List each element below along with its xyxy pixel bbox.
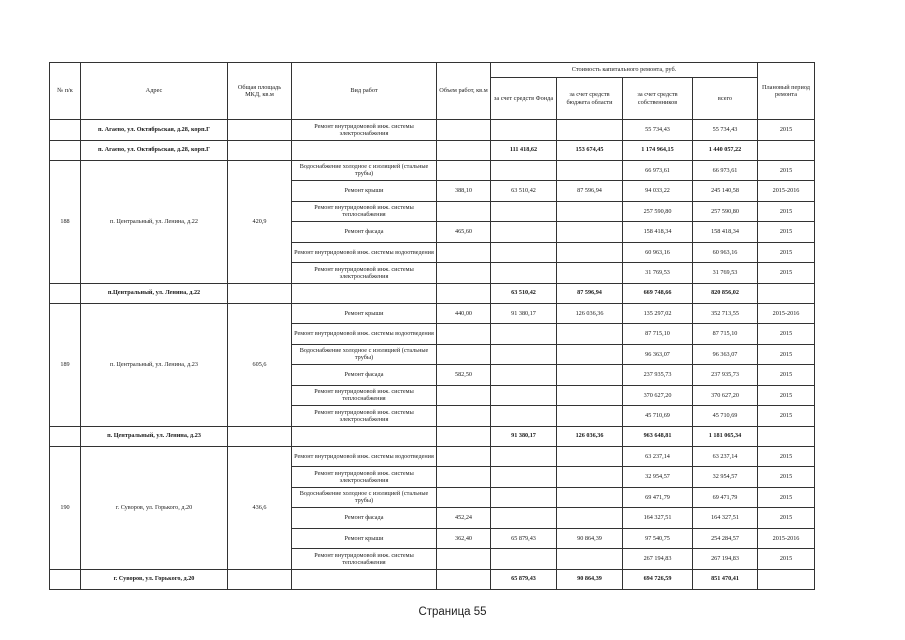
header-volume: Объем работ, кв.м bbox=[437, 63, 491, 120]
cell-budget: 126 036,36 bbox=[557, 303, 623, 324]
subtotal-address: г. Суворов, ул. Горького, д.20 bbox=[81, 569, 228, 589]
cell-budget bbox=[557, 487, 623, 508]
cell-total: 66 973,61 bbox=[693, 160, 758, 181]
cell-owners: 69 471,79 bbox=[623, 487, 693, 508]
cell-owners: 31 769,53 bbox=[623, 263, 693, 284]
cell-period: 2015 bbox=[758, 406, 815, 427]
cell-budget bbox=[557, 446, 623, 467]
subtotal-budget: 90 864,39 bbox=[557, 569, 623, 589]
cell-total: 45 710,69 bbox=[693, 406, 758, 427]
subtotal-row bbox=[50, 569, 815, 589]
cell-volume: 582,50 bbox=[437, 365, 491, 386]
cell-volume bbox=[437, 324, 491, 345]
subtotal-blank bbox=[758, 140, 815, 160]
cell-total: 237 935,73 bbox=[693, 365, 758, 386]
subtotal-owners: 1 174 964,15 bbox=[623, 140, 693, 160]
cell-fund bbox=[491, 120, 557, 141]
subtotal-blank bbox=[228, 140, 292, 160]
cell-owners: 164 327,51 bbox=[623, 508, 693, 529]
subtotal-address: п.Центральный, ул. Ленина, д.22 bbox=[81, 283, 228, 303]
cell-work-type: Водоснабжение холодное с изоляцией (стальные трубы) bbox=[292, 160, 437, 181]
subtotal-fund: 63 510,42 bbox=[491, 283, 557, 303]
cell-fund bbox=[491, 385, 557, 406]
row-number bbox=[50, 120, 81, 141]
subtotal-budget: 153 674,45 bbox=[557, 140, 623, 160]
subtotal-address: п. Центральный, ул. Ленина, д.23 bbox=[81, 426, 228, 446]
cell-budget bbox=[557, 120, 623, 141]
cell-volume: 362,40 bbox=[437, 528, 491, 549]
cell-period: 2015 bbox=[758, 365, 815, 386]
cell-period: 2015 bbox=[758, 508, 815, 529]
cell-work-type: Ремонт внутридомовой инж. системы теплоснабжения bbox=[292, 385, 437, 406]
cell-volume bbox=[437, 242, 491, 263]
subtotal-budget: 87 596,94 bbox=[557, 283, 623, 303]
subtotal-row bbox=[50, 283, 815, 303]
subtotal-blank bbox=[50, 426, 81, 446]
cell-work-type: Ремонт фасада bbox=[292, 222, 437, 243]
cell-fund bbox=[491, 344, 557, 365]
cell-owners: 94 033,22 bbox=[623, 181, 693, 202]
cell-period: 2015-2016 bbox=[758, 181, 815, 202]
header-number: № п/к bbox=[50, 63, 81, 120]
cell-budget bbox=[557, 344, 623, 365]
subtotal-blank bbox=[228, 426, 292, 446]
cell-period: 2015 bbox=[758, 324, 815, 345]
cell-fund bbox=[491, 365, 557, 386]
subtotal-blank bbox=[50, 140, 81, 160]
cell-work-type: Ремонт внутридомовой инж. системы водоотведения bbox=[292, 324, 437, 345]
cell-volume bbox=[437, 160, 491, 181]
cell-owners: 96 363,07 bbox=[623, 344, 693, 365]
cell-period: 2015-2016 bbox=[758, 303, 815, 324]
subtotal-blank bbox=[292, 426, 437, 446]
cell-total: 55 734,43 bbox=[693, 120, 758, 141]
cell-volume bbox=[437, 446, 491, 467]
header-work-type: Вид работ bbox=[292, 63, 437, 120]
subtotal-blank bbox=[758, 283, 815, 303]
cell-fund: 65 879,43 bbox=[491, 528, 557, 549]
cell-budget bbox=[557, 263, 623, 284]
cell-total: 96 363,07 bbox=[693, 344, 758, 365]
subtotal-blank bbox=[292, 283, 437, 303]
subtotal-fund: 65 879,43 bbox=[491, 569, 557, 589]
cell-total: 370 627,20 bbox=[693, 385, 758, 406]
cell-budget bbox=[557, 467, 623, 488]
header-fund: за счет средств Фонда bbox=[491, 78, 557, 120]
cell-owners: 32 954,57 bbox=[623, 467, 693, 488]
cell-total: 87 715,10 bbox=[693, 324, 758, 345]
cell-total: 254 284,57 bbox=[693, 528, 758, 549]
cell-work-type: Ремонт внутридомовой инж. системы электроснабжения bbox=[292, 120, 437, 141]
cell-owners: 60 963,16 bbox=[623, 242, 693, 263]
subtotal-blank bbox=[228, 569, 292, 589]
subtotal-blank bbox=[437, 140, 491, 160]
cell-budget bbox=[557, 385, 623, 406]
cell-fund bbox=[491, 263, 557, 284]
cell-total: 245 140,58 bbox=[693, 181, 758, 202]
cell-period: 2015 bbox=[758, 385, 815, 406]
cell-work-type: Ремонт крыши bbox=[292, 303, 437, 324]
cell-total: 158 418,34 bbox=[693, 222, 758, 243]
row-address: п. Центральный, ул. Ленина, д.22 bbox=[81, 160, 228, 283]
cell-fund bbox=[491, 201, 557, 222]
cell-owners: 158 418,34 bbox=[623, 222, 693, 243]
cell-work-type: Ремонт фасада bbox=[292, 508, 437, 529]
subtotal-total: 1 440 057,22 bbox=[693, 140, 758, 160]
cell-work-type: Ремонт внутридомовой инж. системы электроснабжения bbox=[292, 263, 437, 284]
row-area: 420,9 bbox=[228, 160, 292, 283]
row-number: 188 bbox=[50, 160, 81, 283]
row-number: 189 bbox=[50, 303, 81, 426]
cell-owners: 97 540,75 bbox=[623, 528, 693, 549]
cell-budget bbox=[557, 160, 623, 181]
subtotal-owners: 669 748,66 bbox=[623, 283, 693, 303]
subtotal-blank bbox=[228, 283, 292, 303]
cell-work-type: Ремонт крыши bbox=[292, 528, 437, 549]
cell-volume bbox=[437, 120, 491, 141]
cell-work-type: Ремонт внутридомовой инж. системы электроснабжения bbox=[292, 406, 437, 427]
cell-period: 2015 bbox=[758, 242, 815, 263]
cell-total: 32 954,57 bbox=[693, 467, 758, 488]
subtotal-blank bbox=[437, 283, 491, 303]
subtotal-address: п. Агаево, ул. Октябрьская, д.28, корп.Г bbox=[81, 140, 228, 160]
cell-fund bbox=[491, 487, 557, 508]
row-address: п. Агаево, ул. Октябрьская, д.28, корп.Г bbox=[81, 120, 228, 141]
row-address: п. Центральный, ул. Ленина, д.23 bbox=[81, 303, 228, 426]
subtotal-total: 820 856,02 bbox=[693, 283, 758, 303]
cell-fund bbox=[491, 324, 557, 345]
cell-fund bbox=[491, 549, 557, 570]
cell-total: 69 471,79 bbox=[693, 487, 758, 508]
cell-owners: 63 237,14 bbox=[623, 446, 693, 467]
cell-work-type: Ремонт внутридомовой инж. системы электроснабжения bbox=[292, 467, 437, 488]
subtotal-blank bbox=[50, 283, 81, 303]
subtotal-row bbox=[50, 140, 815, 160]
row-area: 605,6 bbox=[228, 303, 292, 426]
cell-work-type: Ремонт внутридомовой инж. системы теплоснабжения bbox=[292, 549, 437, 570]
cell-volume: 465,60 bbox=[437, 222, 491, 243]
cell-fund bbox=[491, 446, 557, 467]
row-address: г. Суворов, ул. Горького, д.20 bbox=[81, 446, 228, 569]
cell-fund bbox=[491, 242, 557, 263]
subtotal-budget: 126 036,36 bbox=[557, 426, 623, 446]
cell-period: 2015 bbox=[758, 344, 815, 365]
cell-budget: 90 864,39 bbox=[557, 528, 623, 549]
cell-period: 2015 bbox=[758, 120, 815, 141]
cell-owners: 237 935,73 bbox=[623, 365, 693, 386]
cell-volume: 388,10 bbox=[437, 181, 491, 202]
cell-total: 60 963,16 bbox=[693, 242, 758, 263]
cell-total: 164 327,51 bbox=[693, 508, 758, 529]
cell-volume bbox=[437, 549, 491, 570]
cell-total: 352 713,55 bbox=[693, 303, 758, 324]
cell-work-type: Водоснабжение холодное с изоляцией (стальные трубы) bbox=[292, 487, 437, 508]
subtotal-total: 1 181 065,34 bbox=[693, 426, 758, 446]
cell-volume bbox=[437, 344, 491, 365]
subtotal-fund: 111 418,62 bbox=[491, 140, 557, 160]
cell-fund bbox=[491, 222, 557, 243]
cell-volume bbox=[437, 406, 491, 427]
subtotal-blank bbox=[292, 140, 437, 160]
cell-owners: 87 715,10 bbox=[623, 324, 693, 345]
cell-owners: 135 297,02 bbox=[623, 303, 693, 324]
cell-budget bbox=[557, 222, 623, 243]
cell-budget bbox=[557, 549, 623, 570]
cell-period: 2015 bbox=[758, 467, 815, 488]
cell-volume bbox=[437, 467, 491, 488]
cell-budget bbox=[557, 324, 623, 345]
cell-work-type: Ремонт крыши bbox=[292, 181, 437, 202]
subtotal-fund: 91 380,17 bbox=[491, 426, 557, 446]
cell-owners: 55 734,43 bbox=[623, 120, 693, 141]
cell-total: 267 194,83 bbox=[693, 549, 758, 570]
subtotal-blank bbox=[437, 569, 491, 589]
cell-fund bbox=[491, 467, 557, 488]
header-cost-group: Стоимость капитального ремонта, руб. bbox=[491, 63, 758, 78]
subtotal-total: 851 470,41 bbox=[693, 569, 758, 589]
subtotal-blank bbox=[50, 569, 81, 589]
cell-volume bbox=[437, 263, 491, 284]
cell-volume: 452,24 bbox=[437, 508, 491, 529]
subtotal-row bbox=[50, 426, 815, 446]
cell-fund: 91 380,17 bbox=[491, 303, 557, 324]
cell-period: 2015 bbox=[758, 160, 815, 181]
subtotal-blank bbox=[437, 426, 491, 446]
table-row bbox=[50, 446, 815, 467]
page-number: Страница 55 bbox=[418, 606, 487, 618]
cell-owners: 257 590,80 bbox=[623, 201, 693, 222]
cell-fund bbox=[491, 406, 557, 427]
row-area: 436,6 bbox=[228, 446, 292, 569]
cell-period: 2015 bbox=[758, 549, 815, 570]
repair-cost-table bbox=[49, 62, 815, 590]
cell-period: 2015 bbox=[758, 263, 815, 284]
cell-work-type: Ремонт внутридомовой инж. системы теплоснабжения bbox=[292, 201, 437, 222]
cell-budget bbox=[557, 201, 623, 222]
cell-fund: 63 510,42 bbox=[491, 181, 557, 202]
row-number: 190 bbox=[50, 446, 81, 569]
cell-work-type: Ремонт внутридомовой инж. системы водоотведения bbox=[292, 242, 437, 263]
cell-fund bbox=[491, 160, 557, 181]
cell-work-type: Ремонт фасада bbox=[292, 365, 437, 386]
table-body bbox=[50, 120, 815, 590]
cell-budget bbox=[557, 508, 623, 529]
cell-owners: 267 194,83 bbox=[623, 549, 693, 570]
cell-owners: 370 627,20 bbox=[623, 385, 693, 406]
header-total: всего bbox=[693, 78, 758, 120]
cell-budget bbox=[557, 365, 623, 386]
cell-total: 31 769,53 bbox=[693, 263, 758, 284]
header-area: Общая площадь МКД, кв.м bbox=[228, 63, 292, 120]
cell-period: 2015 bbox=[758, 201, 815, 222]
cell-period: 2015 bbox=[758, 446, 815, 467]
cell-work-type: Водоснабжение холодное с изоляцией (стальные трубы) bbox=[292, 344, 437, 365]
cell-budget bbox=[557, 406, 623, 427]
subtotal-blank bbox=[758, 569, 815, 589]
cell-budget bbox=[557, 242, 623, 263]
cell-total: 257 590,80 bbox=[693, 201, 758, 222]
table-row bbox=[50, 120, 815, 141]
subtotal-owners: 963 648,81 bbox=[623, 426, 693, 446]
cell-owners: 66 973,61 bbox=[623, 160, 693, 181]
subtotal-blank bbox=[758, 426, 815, 446]
subtotal-blank bbox=[292, 569, 437, 589]
cell-fund bbox=[491, 508, 557, 529]
subtotal-owners: 694 726,59 bbox=[623, 569, 693, 589]
cell-owners: 45 710,69 bbox=[623, 406, 693, 427]
header-owners: за счет средств собственников bbox=[623, 78, 693, 120]
header-address: Адрес bbox=[81, 63, 228, 120]
cell-period: 2015 bbox=[758, 222, 815, 243]
table-row bbox=[50, 160, 815, 181]
cell-volume bbox=[437, 385, 491, 406]
cell-volume: 440,00 bbox=[437, 303, 491, 324]
table-row bbox=[50, 303, 815, 324]
cell-work-type: Ремонт внутридомовой инж. системы водоотведения bbox=[292, 446, 437, 467]
cell-volume bbox=[437, 201, 491, 222]
header-budget: за счет средств бюджета области bbox=[557, 78, 623, 120]
header-period: Плановый период ремонта bbox=[758, 63, 815, 120]
cell-period: 2015 bbox=[758, 487, 815, 508]
row-area bbox=[228, 120, 292, 141]
cell-total: 63 237,14 bbox=[693, 446, 758, 467]
cell-volume bbox=[437, 487, 491, 508]
cell-period: 2015-2016 bbox=[758, 528, 815, 549]
cell-budget: 87 596,94 bbox=[557, 181, 623, 202]
